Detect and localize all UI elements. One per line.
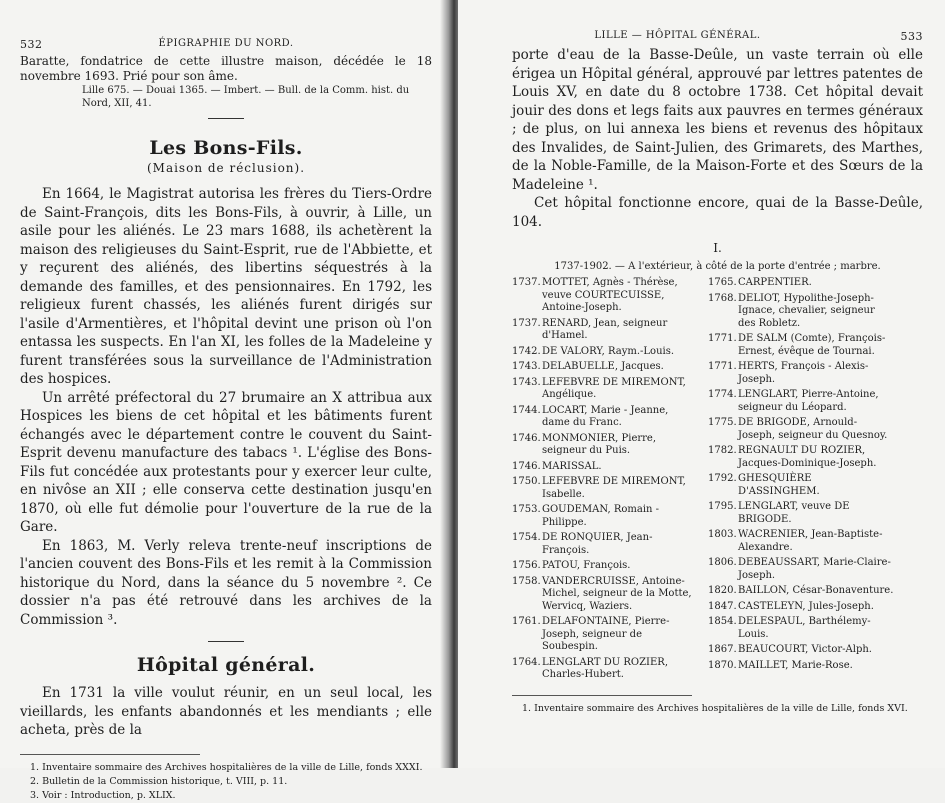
inscription-year: 1744. [512,404,541,416]
inscription-entry [512,377,698,402]
footnote-3: 3. Voir : Introduction, p. XLIX. [30,789,176,801]
left-running-head [20,38,432,54]
inscription-year: 1758. [512,575,541,587]
inscription-entry [708,293,894,331]
inscription-entry [512,277,698,315]
inscription-entry [708,601,894,614]
paragraph-1: En 1664, le Magistrat autorisa les frères du Tiers-Ordre de Saint-François, dits les Bons-Fils, à ouvrir, à Lille, un asile pour les aliénés. Le 23 mars 1688, ils achetèrent la maison des religieuses du Saint-Esprit, rue de l'Abbiette, et y reçurent des aliénés, des libertins séquestrés à la demande des familles, et des pensionnaires. En 1792, les religieux furent chassés, les aliénés furent dirigés sur l'asile d'Armentières, et l'hôpital devint une prison où l'on entassa les suspects. En l'an XI, les folles de la Madeleine y furent transférées sous la surveillance de l'Administration des hospices. [20,186,432,387]
inscription-column-left [512,277,698,685]
inscription-name: DELESPAUL, Barthélemy-Louis. [738,616,871,640]
inscription-year: 1854. [708,616,737,627]
inscription-year: 1806. [708,557,737,568]
inscription-year: 1771. [708,361,737,372]
inscription-name: DE VALORY, Raym.-Louis. [542,345,675,357]
inscription-entry [708,529,894,554]
inscription-entry [708,417,894,442]
inscription-year: 1795. [708,501,737,512]
inscription-year: 1820. [708,585,737,596]
separator [208,118,244,119]
inscription-name: MOTTET, Agnès - Thérèse, veuve COURTECUISSE, Antoine-Joseph. [542,277,678,313]
inscription-name: MARISSAL. [542,460,602,472]
inscription-year: 1764. [512,656,541,668]
inscription-name: DELAFONTAINE, Pierre-Joseph, seigneur de Soubespin. [542,616,670,652]
inscription-entry [708,361,894,386]
inscription-entry [708,616,894,641]
footnote-rule [20,754,200,755]
inscription-name: LEFEBVRE DE MIREMONT, Angélique. [542,376,686,400]
inscription-entry [708,644,894,657]
inscription-year: 1753. [512,504,541,515]
inscription-year: 1746. [512,460,541,472]
inscription-year: 1743. [512,376,541,388]
right-page [458,0,945,768]
inscription-name: BAILLON, César-Bonaventure. [738,585,894,596]
inscription-year: 1867. [708,644,737,655]
inscription-name: REGNAULT DU ROZIER, Jacques-Dominique-Joseph. [738,445,877,469]
inscription-year: 1847. [708,600,737,612]
inscription-entry [708,660,894,673]
inscription-year: 1782. [708,445,737,456]
inscription-entry [708,445,894,470]
inscription-year: 1870. [708,659,737,671]
inscription-entry [512,433,698,458]
inscription-year: 1803. [708,529,737,540]
inscription-name: BEAUCOURT, Victor-Alph. [738,644,872,655]
inscription-name: LENGLART DU ROZIER, Charles-Hubert. [542,656,669,680]
inscription-entry [512,461,698,474]
inscription-year: 1768. [708,292,737,304]
right-page-number: 533 [900,30,923,43]
inscription-year: 1746. [512,432,541,444]
right-running-title: LILLE — HÔPITAL GÉNÉRAL. [594,30,761,41]
inscription-entry [512,318,698,343]
paragraph-continuation: porte d'eau de la Basse-Deûle, un vaste terrain où elle érigea un Hôpital général, approuvé par lettres patentes de Louis XV, en date du 8 octobre 1738. Cet hôpital devait jouir des dons et legs faits aux pauvres en termes généraux ; de plus, on lui annexa les biens et revenus des hôpitaux des Invalides, de Saint-Julien, des Grimarets, des Marthes, de la Noble-Famille, de la Maison-Forte et des Sœurs de la Madeleine ¹. [512,47,923,193]
inscription-entry [708,277,894,290]
inscription-year: 1756. [512,560,541,571]
inscription-name: MAILLET, Marie-Rose. [738,659,853,671]
inscription-year: 1765. [708,277,737,288]
section-subtitle: (Maison de réclusion). [146,161,306,175]
inscription-columns [512,277,923,685]
inscription-name: MONMONIER, Pierre, seigneur du Puis. [542,432,657,456]
inscription-name: DE BRIGODE, Arnould-Joseph, seigneur du Quesnoy. [738,417,888,441]
inscription-name: CASTELEYN, Jules-Joseph. [738,600,874,612]
inscription-year: 1775. [708,417,737,428]
inscription-year: 1774. [708,389,737,400]
section-title-hopital: Hôpital général. [136,654,316,676]
inscription-name: RENARD, Jean, seigneur d'Hamel. [542,317,668,341]
inscription-name: GOUDEMAN, Romain - Philippe. [542,504,660,528]
inscription-name: GHESQUIÈRE D'ASSINGHEM. [738,473,820,497]
inscription-name: LEFEBVRE DE MIREMONT, Isabelle. [542,476,686,500]
inscription-name: HERTS, François - Alexis-Joseph. [738,361,869,385]
inscription-name: DE SALM (Comte), François-Ernest, évêque de Tournai. [738,333,886,357]
inscription-year: 1761. [512,616,541,627]
inscription-entry [512,616,698,654]
inscription-entry [708,389,894,414]
inscription-entry [708,557,894,582]
inscription-entry [512,476,698,501]
left-page-number: 532 [20,38,43,51]
inscription-name: WACRENIER, Jean-Baptiste-Alexandre. [738,529,883,553]
inscription-year: 1792. [708,473,737,484]
footnote-right: 1. Inventaire sommaire des Archives hospitalières de la ville de Lille, fonds XVI. [522,702,908,714]
citation: Lille 675. — Douai 1365. — Imbert. — Bull. de la Comm. hist. du Nord, XII, 41. [82,85,410,109]
paragraph-hopital: En 1731 la ville voulut réunir, en un seul local, les vieillards, les enfants abandonnés et les mendiants ; elle acheta, près de la [20,685,432,738]
inscription-year: 1771. [708,333,737,344]
inscription-year: 1754. [512,532,541,543]
inscription-name: DEBEAUSSART, Marie-Claire-Joseph. [738,557,891,581]
inscription-name: VANDERCRUISSE, Antoine-Michel, seigneur de la Motte, Wervicq, Waziers. [542,575,692,612]
inscription-name: DELABUELLE, Jacques. [542,361,664,372]
inscription-year: 1750. [512,476,541,487]
inscription-name: PATOU, François. [542,560,631,571]
inscription-name: LOCART, Marie - Jeanne, dame du Franc. [542,404,669,428]
inscription-entry [708,333,894,358]
paragraph-current: Cet hôpital fonctionne encore, quai de la Basse-Deûle, 104. [512,195,923,230]
inscription-year: 1743. [512,361,541,372]
inscription-entry [512,346,698,359]
inscription-column-right [708,277,894,685]
inscription-entry [512,361,698,374]
inscription-entry [512,405,698,430]
footnote-2: 2. Bulletin de la Commission historique, t. VIII, p. 11. [30,775,288,787]
inscription-entry [708,585,894,598]
inscription-year: 1737. [512,317,541,329]
inscription-name: DE RONQUIER, Jean-François. [542,532,653,556]
inscription-entry [512,560,698,573]
left-running-title: ÉPIGRAPHIE DU NORD. [158,38,294,49]
section-title-bons-fils: Les Bons-Fils. [149,137,303,159]
inscription-year: 1742. [512,345,541,357]
inscription-entry [708,473,894,498]
inscription-year: 1737. [512,277,541,288]
inscription-name: CARPENTIER. [738,277,812,288]
inscription-entry [512,657,698,682]
section-heading: 1737-1902. — A l'extérieur, à côté de la porte d'entrée ; marbre. [554,261,881,272]
separator [208,641,244,642]
inscription-name: DELIOT, Hypolithe-Joseph-Ignace, chevalier, seigneur des Robletz. [738,292,875,329]
right-running-head [512,30,923,46]
carryover-text: Baratte, fondatrice de cette illustre maison, décédée le 18 novembre 1693. Prié pour son âme. [20,54,432,83]
paragraph-2: Un arrêté préfectoral du 27 brumaire an X attribua aux Hospices les biens de cet hôpital et les bâtiments furent échangés avec le département contre le couvent du Saint-Esprit devenu manufacture des tabacs ¹. L'église des Bons-Fils fut concédée aux protestants pour y exercer leur culte, en nivôse an XII ; elle conserva cette destination jusqu'en 1870, où elle fut démolie pour l'ouverture de la rue de la Gare. [20,389,432,535]
footnote-rule [512,695,692,696]
inscription-entry [708,501,894,526]
section-numeral: I. [713,241,722,255]
left-page [0,0,452,801]
inscription-entry [512,576,698,614]
footnote-1: 1. Inventaire sommaire des Archives hospitalières de la ville de Lille, fonds XXXI. [30,761,423,773]
paragraph-3: En 1863, M. Verly releva trente-neuf inscriptions de l'ancien couvent des Bons-Fils et les remit à la Commission historique du Nord, dans la séance du 5 novembre ². Ce dossier n'a pas été retrouvé dans les archives de la Commission ³. [20,537,432,628]
inscription-name: LENGLART, veuve DE BRIGODE. [738,501,850,525]
inscription-name: LENGLART, Pierre-Antoine, seigneur du Léopard. [738,389,879,413]
inscription-entry [512,504,698,529]
inscription-entry [512,532,698,557]
